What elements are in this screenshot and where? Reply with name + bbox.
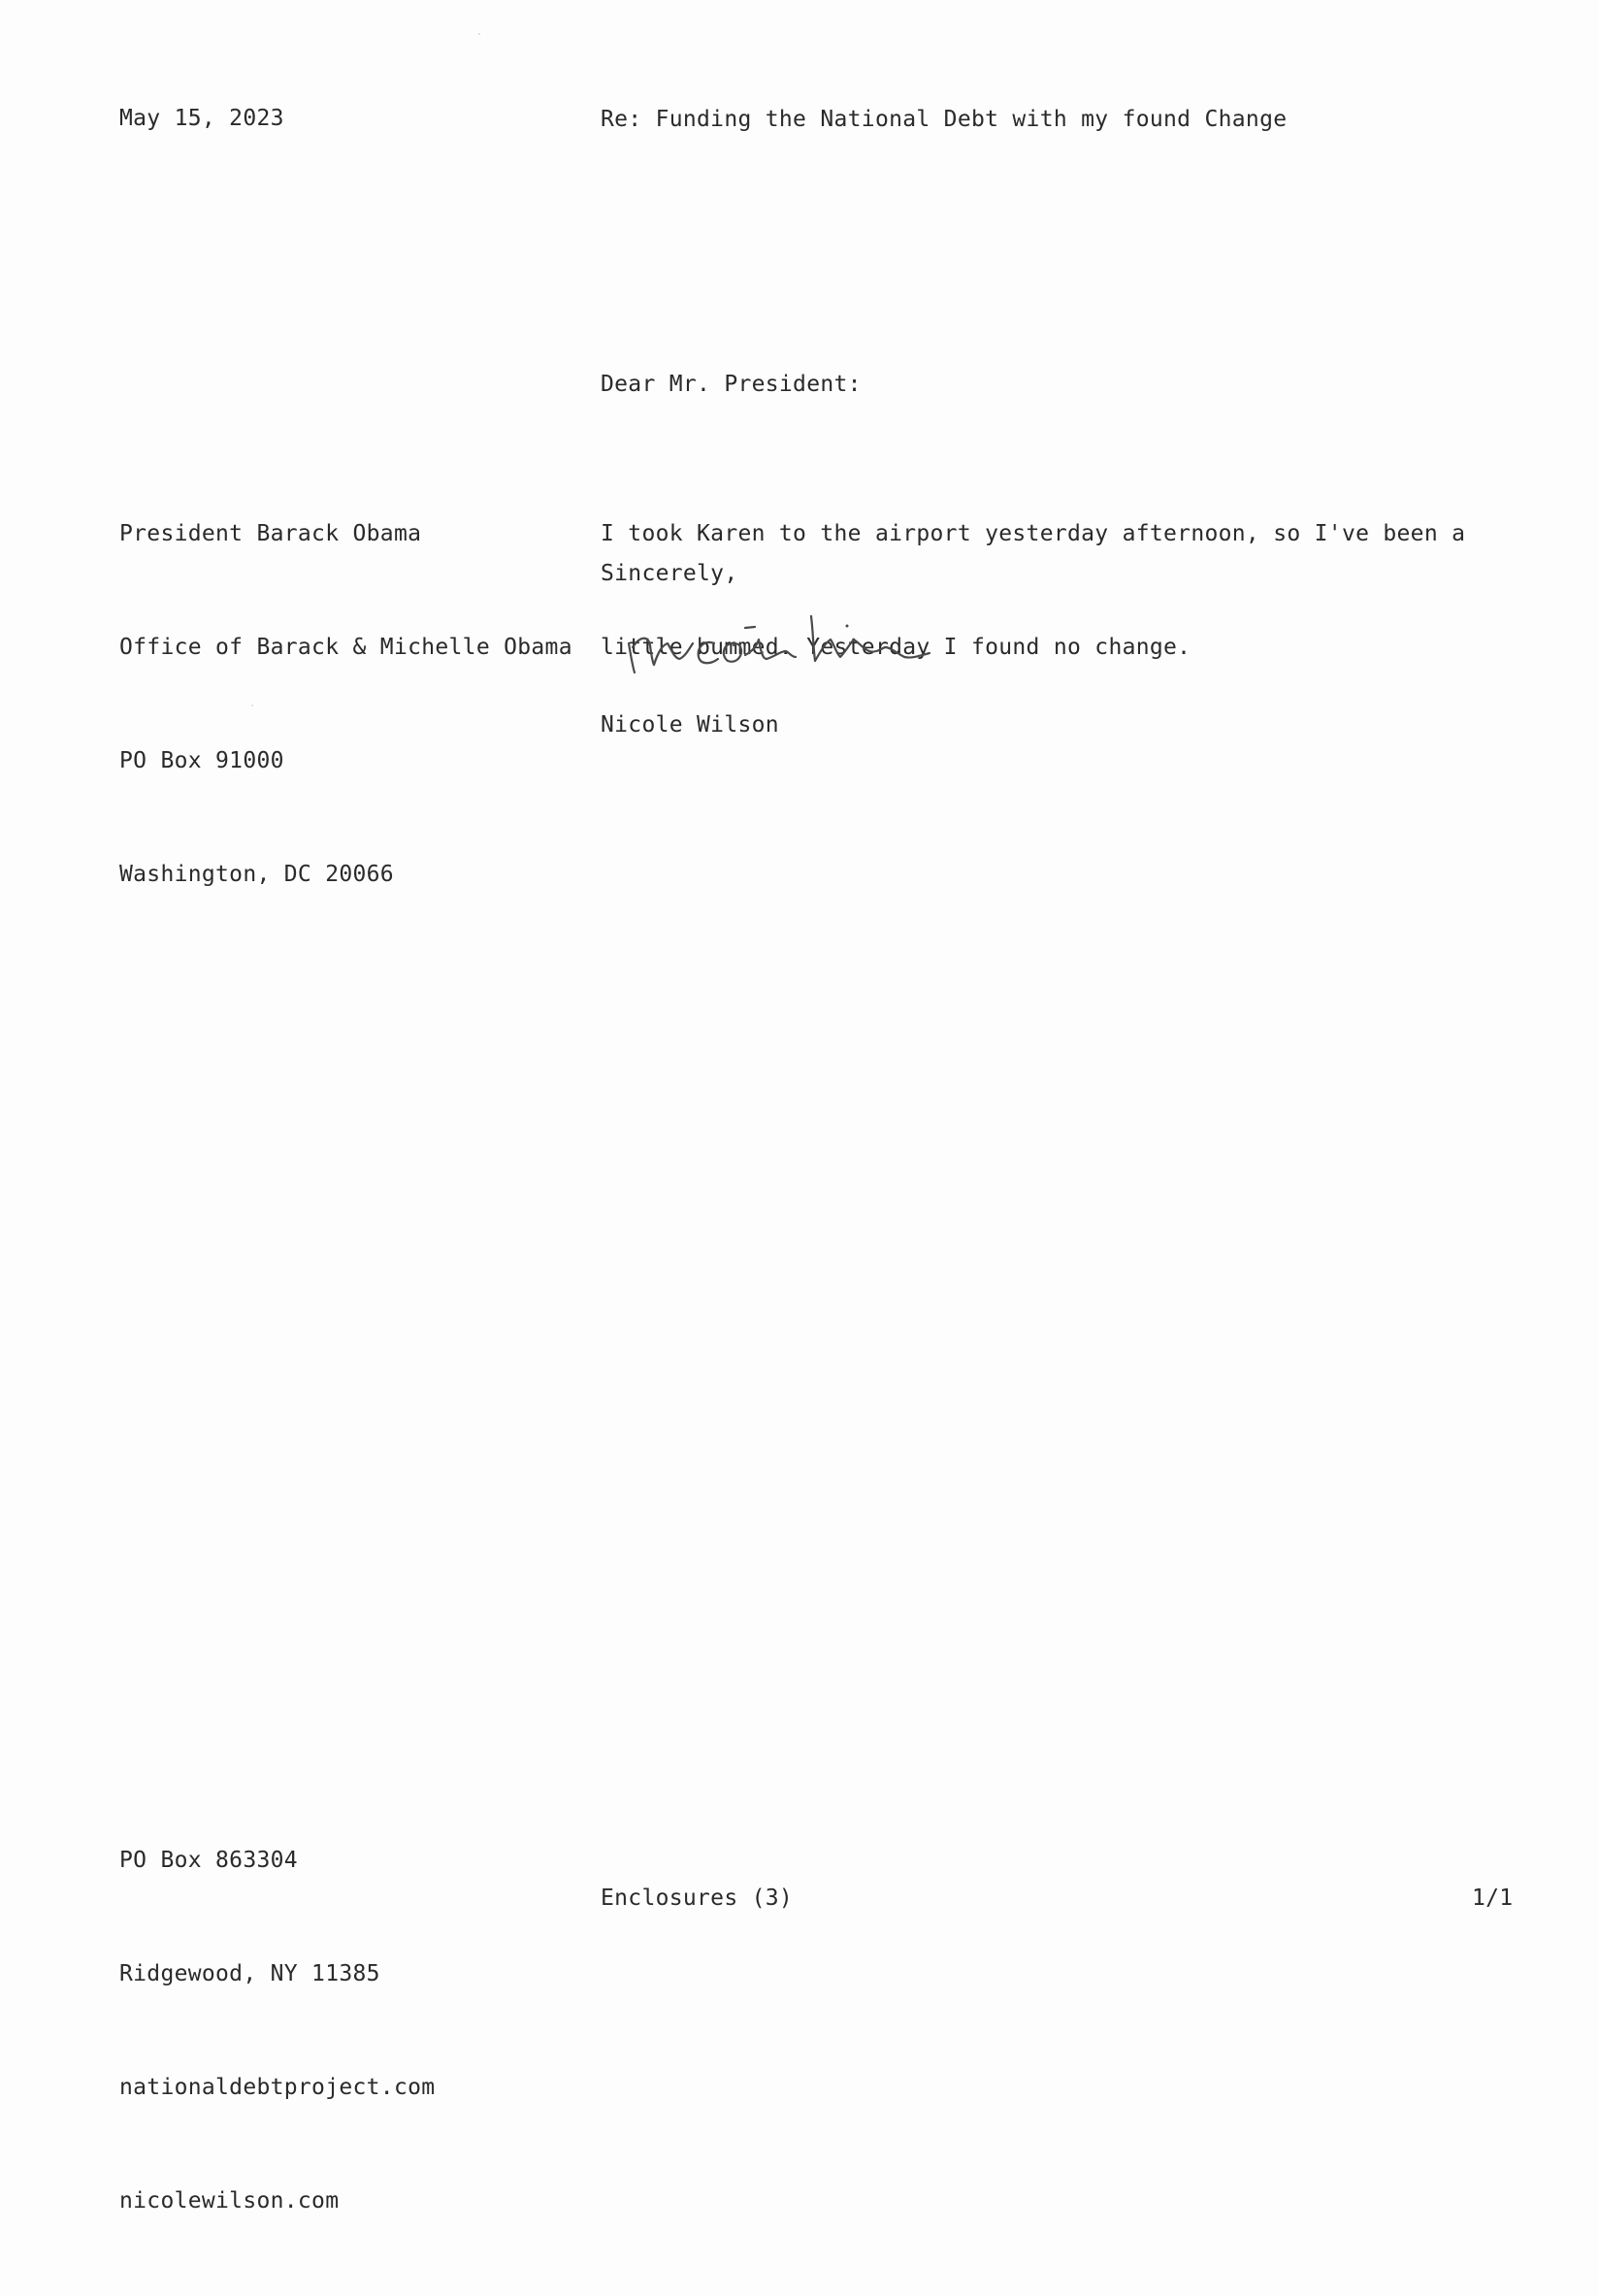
paper-speck xyxy=(251,705,253,706)
recipient-line: President Barack Obama xyxy=(119,521,422,546)
recipient-line: Office of Barack & Michelle Obama xyxy=(119,635,572,660)
signer-name: Nicole Wilson xyxy=(601,712,779,738)
recipient-address xyxy=(119,440,572,969)
closing: Sincerely, xyxy=(601,561,738,586)
body-line: little bummed. Yesterday I found no change. xyxy=(601,635,1191,660)
letter-subject: Re: Funding the National Debt with my found Change xyxy=(601,107,1288,132)
salutation: Dear Mr. President: xyxy=(601,372,862,397)
recipient-line: Washington, DC 20066 xyxy=(119,862,394,887)
enclosures-note: Enclosures (3) xyxy=(601,1886,794,1911)
signature-image xyxy=(621,597,970,674)
sender-line: nicolewilson.com xyxy=(119,2188,340,2214)
recipient-line: PO Box 91000 xyxy=(119,748,284,773)
sender-line: Ridgewood, NY 11385 xyxy=(119,1961,380,1986)
body-line: I took Karen to the airport yesterday afternoon, so I've been a xyxy=(601,521,1466,546)
paper-speck xyxy=(478,33,480,35)
sender-line: nationaldebtproject.com xyxy=(119,2075,436,2100)
sender-line: PO Box 863304 xyxy=(119,1848,298,1873)
page-number: 1/1 xyxy=(1472,1886,1514,1911)
sender-address xyxy=(119,1766,435,2296)
letter-date: May 15, 2023 xyxy=(119,106,284,131)
